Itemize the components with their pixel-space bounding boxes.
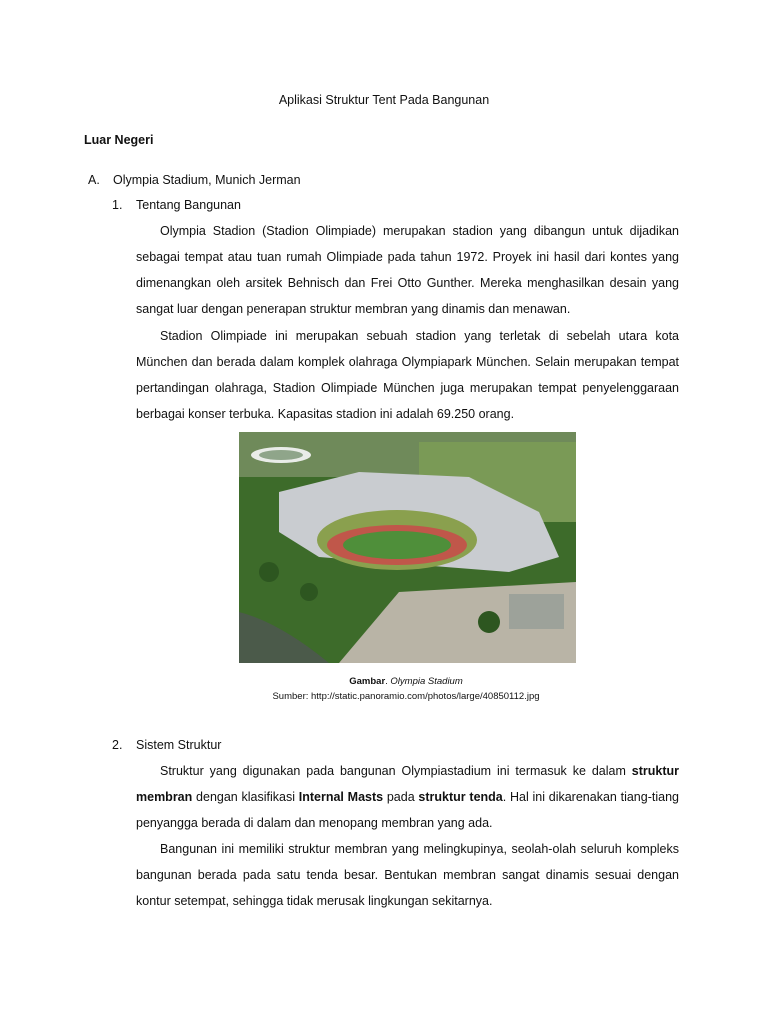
- paragraph-3-bold-1: struktur membran: [136, 764, 679, 804]
- paragraph-3-bold-3: struktur tenda: [418, 790, 503, 804]
- paragraph-4: Bangunan ini memiliki struktur membran yang melingkupinya, seolah-olah seluruh kompleks bangunan berada pada satu tenda besar. Bentukan membran sangat dinamis sesuai dengan kontur setempat, sehingga tidak merusak lingkungan sekitarnya.: [136, 842, 679, 908]
- caption-label: Gambar: [349, 676, 386, 687]
- paragraph-2: Stadion Olimpiade ini merupakan sebuah stadion yang terletak di sebelah utara kota München dan berada dalam komplek olahraga Olympiapark München. Selain merupakan tempat pertandingan olahraga, Stadion Olimpiade München juga merupakan tempat penyelenggaraan berbagai konser terbuka. Kapasitas stadion ini adalah 69.250 orang.: [136, 329, 679, 421]
- sub1-heading: Tentang Bangunan: [136, 198, 241, 212]
- sub1-marker: 1.: [112, 198, 123, 212]
- paragraph-3-text-1: Struktur yang digunakan pada bangunan Olympiastadium ini termasuk ke dalam: [160, 764, 632, 778]
- paragraph-3-text-4: . Hal ini dikarenakan tiang-tiang penyangga berada di dalam dan menopang membran yang ada.: [136, 790, 679, 830]
- item-a-marker: A.: [88, 173, 100, 187]
- paragraph-3-bold-2: Internal Masts: [298, 790, 384, 804]
- sub2-marker: 2.: [112, 738, 123, 752]
- caption-separator: .: [385, 676, 391, 687]
- paragraph-1: Olympia Stadion (Stadion Olimpiade) merupakan stadion yang dibangun untuk dijadikan sebagai tempat atau tuan rumah Olimpiade pada tahun 1972. Proyek ini hasil dari kontes yang dimenangkan oleh arsitek Behnisch dan Frei Otto Gunther. Mereka menghasilkan desain yang sangat luar dengan penerapan struktur membran yang dinamis dan menawan.: [136, 224, 679, 316]
- section-heading: Luar Negeri: [84, 133, 154, 147]
- stadium-photo: [239, 432, 576, 663]
- sub2-heading: Sistem Struktur: [136, 738, 222, 752]
- caption-title: Olympia Stadium: [390, 676, 463, 687]
- figure-source: Sumber: http://static.panoramio.com/photos/large/40850112.jpg: [272, 691, 540, 702]
- paragraph-3-text-2: dengan klasifikasi: [192, 790, 299, 804]
- document-title: Aplikasi Struktur Tent Pada Bangunan: [278, 93, 490, 107]
- paragraph-3-text-3: pada: [383, 790, 419, 804]
- item-a-heading: Olympia Stadium, Munich Jerman: [113, 173, 301, 187]
- figure-caption: [0, 676, 768, 687]
- paragraph-3: [136, 758, 679, 836]
